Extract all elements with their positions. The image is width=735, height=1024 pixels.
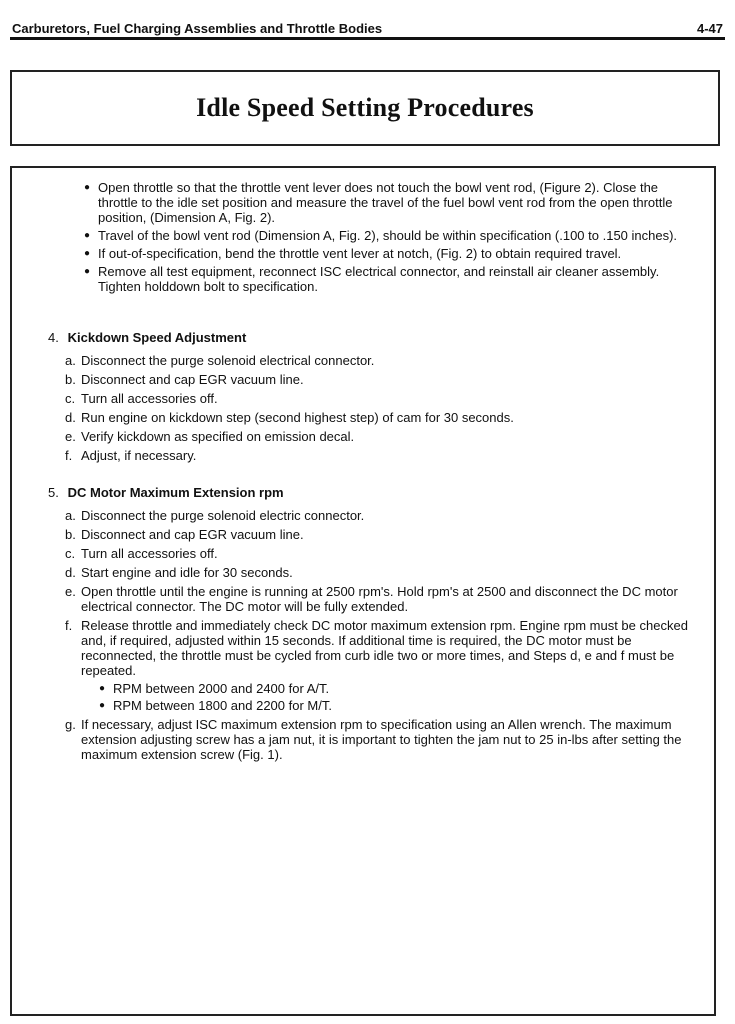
step-letter: e.	[65, 429, 76, 444]
step-item	[65, 353, 698, 368]
content-box	[10, 166, 716, 1016]
section-title: Carburetors, Fuel Charging Assemblies and Throttle Bodies	[12, 21, 383, 36]
section-number: 5.	[48, 485, 59, 500]
step-list	[65, 508, 698, 762]
step-text: Verify kickdown as specified on emission decal.	[81, 429, 355, 444]
step-text: Disconnect the purge solenoid electrical connector.	[81, 353, 375, 368]
step-item	[65, 410, 698, 425]
step-letter: b.	[65, 527, 76, 542]
section-heading	[48, 485, 698, 501]
section-heading-text: DC Motor Maximum Extension rpm	[67, 485, 284, 500]
section-heading	[48, 330, 698, 346]
step-item	[65, 565, 698, 580]
sub-bullet-item: ● RPM between 1800 and 2200 for M/T.	[99, 698, 698, 713]
bullet-item: ● Open throttle so that the throttle vent lever does not touch the bowl vent rod, (Figure 2). Close the throttle to the idle set position and measure the travel of the fuel bowl vent rod from the open throttle position, (Dimension A, Fig. 2).	[84, 180, 694, 225]
step-letter: c.	[65, 546, 76, 561]
step-item	[65, 618, 698, 713]
section-number: 4.	[48, 330, 59, 345]
step-item	[65, 584, 698, 614]
step-item	[65, 717, 698, 762]
step-text: Disconnect the purge solenoid electric connector.	[81, 508, 365, 523]
step-text: Release throttle and immediately check DC motor maximum extension rpm. Engine rpm must be checked and, if required, adjusted within 15 seconds. If additional time is required, the DC motor must be reconnected, the throttle must be cycled from curb idle two or more times, and Steps d, e and f must be repeated.	[81, 618, 688, 678]
step-item	[65, 372, 698, 387]
bullet-item: ● Travel of the bowl vent rod (Dimension A, Fig. 2), should be within specification (.100 to .150 inches).	[84, 228, 694, 243]
step-letter: b.	[65, 372, 76, 387]
bullet-item: ● Remove all test equipment, reconnect ISC electrical connector, and reinstall air cleaner assembly. Tighten holddown bolt to specification.	[84, 264, 694, 294]
section-heading-text: Kickdown Speed Adjustment	[67, 330, 247, 345]
step-letter: a.	[65, 353, 76, 368]
section-kickdown	[48, 330, 698, 467]
step-text: Start engine and idle for 30 seconds.	[81, 565, 293, 580]
step-text: Run engine on kickdown step (second highest step) of cam for 30 seconds.	[81, 410, 514, 425]
sub-bullet-list	[99, 681, 698, 713]
title-box	[10, 70, 720, 146]
step-item	[65, 448, 698, 463]
page-title: Idle Speed Setting Procedures	[196, 93, 534, 122]
step-item	[65, 429, 698, 444]
step-item	[65, 546, 698, 561]
header-rule	[10, 37, 725, 40]
step-text: Disconnect and cap EGR vacuum line.	[81, 527, 304, 542]
step-item	[65, 391, 698, 406]
step-text: Turn all accessories off.	[81, 546, 218, 561]
intro-bullet-list	[84, 180, 694, 297]
step-text: Open throttle until the engine is running at 2500 rpm's. Hold rpm's at 2500 and disconnect the DC motor electrical connector. The DC motor will be fully extended.	[81, 584, 678, 614]
step-text: Disconnect and cap EGR vacuum line.	[81, 372, 304, 387]
step-letter: g.	[65, 717, 76, 732]
section-dc-motor	[48, 485, 698, 766]
step-letter: d.	[65, 410, 76, 425]
step-letter: e.	[65, 584, 76, 599]
step-item	[65, 527, 698, 542]
step-letter: f.	[65, 618, 73, 633]
step-letter: a.	[65, 508, 76, 523]
step-text: Adjust, if necessary.	[81, 448, 197, 463]
sub-bullet-item: ● RPM between 2000 and 2400 for A/T.	[99, 681, 698, 696]
step-letter: d.	[65, 565, 76, 580]
step-item	[65, 508, 698, 523]
step-text: Turn all accessories off.	[81, 391, 218, 406]
running-header	[12, 14, 723, 36]
step-letter: c.	[65, 391, 76, 406]
step-list	[65, 353, 698, 463]
bullet-item: ● If out-of-specification, bend the throttle vent lever at notch, (Fig. 2) to obtain required travel.	[84, 246, 694, 261]
step-text: If necessary, adjust ISC maximum extension rpm to specification using an Allen wrench. The maximum extension adjusting screw has a jam nut, it is important to tighten the jam nut to 25 in-lbs after setting the maximum extension screw (Fig. 1).	[81, 717, 682, 762]
page-number: 4-47	[696, 21, 723, 36]
step-letter: f.	[65, 448, 73, 463]
